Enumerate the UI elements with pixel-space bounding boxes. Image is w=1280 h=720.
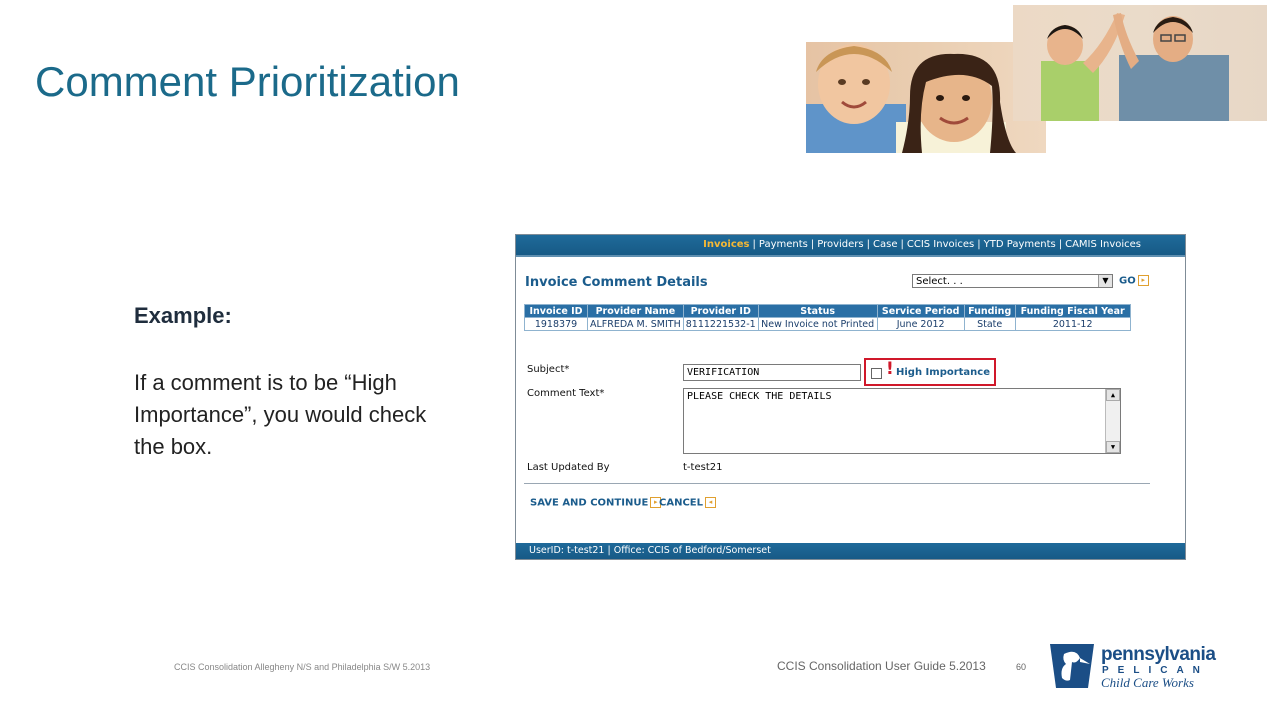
- divider: [524, 483, 1150, 484]
- comment-select[interactable]: [912, 274, 1113, 288]
- header-provider-name: Provider Name: [588, 305, 684, 318]
- cancel-label: CANCEL: [659, 497, 703, 509]
- exclamation-icon: !: [886, 359, 894, 379]
- subject-label: Subject*: [527, 364, 570, 375]
- photo-children-right: [1013, 5, 1267, 121]
- nav-camis-invoices[interactable]: CAMIS Invoices: [1065, 239, 1141, 250]
- scroll-down-icon[interactable]: ▼: [1106, 441, 1120, 453]
- logo-child-care-works: Child Care Works: [1101, 675, 1194, 690]
- go-label: GO: [1119, 275, 1136, 287]
- arrow-left-icon: ◂: [705, 497, 716, 508]
- nav-separator: |: [752, 239, 756, 250]
- header-status: Status: [758, 305, 877, 318]
- subject-input[interactable]: VERIFICATION: [683, 364, 861, 381]
- footer-left-text: CCIS Consolidation Allegheny N/S and Philadelphia S/W 5.2013: [174, 662, 431, 672]
- header-invoice-id: Invoice ID: [525, 305, 588, 318]
- header-provider-id: Provider ID: [683, 305, 758, 318]
- invoice-table: [524, 304, 1131, 331]
- header-funding: Funding: [964, 305, 1015, 318]
- last-updated-label: Last Updated By: [527, 462, 610, 473]
- logo-pelican: PELICAN: [1102, 665, 1209, 676]
- page-title: Invoice Comment Details: [525, 275, 708, 290]
- nav-case[interactable]: Case: [873, 239, 898, 250]
- textarea-scrollbar[interactable]: [1105, 389, 1120, 453]
- cell-funding: State: [964, 318, 1015, 331]
- select-value: Select. . .: [916, 276, 963, 287]
- chevron-down-icon[interactable]: ▼: [1098, 275, 1112, 287]
- last-updated-value: t-test21: [683, 462, 723, 473]
- comment-label: Comment Text*: [527, 388, 605, 399]
- comment-textarea[interactable]: [683, 388, 1121, 454]
- arrow-right-icon: ▸: [650, 497, 661, 508]
- nav-separator: |: [1058, 239, 1063, 250]
- photo-children-left: [806, 42, 1046, 153]
- header-service-period: Service Period: [877, 305, 964, 318]
- high-importance-highlight: [864, 358, 996, 386]
- page-number: 60: [1016, 662, 1027, 672]
- cell-invoice-id: 1918379: [525, 318, 588, 331]
- nav-ccis-invoices[interactable]: CCIS Invoices: [906, 239, 975, 250]
- nav-providers[interactable]: Providers: [817, 239, 864, 250]
- cell-funding-fiscal-year: 2011-12: [1015, 318, 1130, 331]
- high-importance-checkbox[interactable]: [871, 368, 882, 379]
- table-row: [525, 318, 1131, 331]
- high-importance-label[interactable]: High Importance: [896, 367, 991, 378]
- nav-separator: |: [977, 239, 981, 250]
- slide-title: Comment Prioritization: [35, 58, 460, 105]
- pennsylvania-pelican-logo: [1046, 640, 1222, 692]
- cancel-button[interactable]: [659, 497, 716, 509]
- scroll-up-icon[interactable]: ▲: [1106, 389, 1120, 401]
- arrow-right-icon: ▸: [1138, 275, 1149, 286]
- logo-pennsylvania: pennsylvania: [1101, 644, 1216, 665]
- app-footer-bar: [516, 543, 1185, 559]
- user-office-info: UserID: t-test21 | Office: CCIS of Bedford/Somerset: [529, 545, 771, 556]
- keystone-pelican-icon: [1046, 640, 1098, 692]
- example-heading: Example:: [134, 303, 232, 328]
- nav-separator: |: [810, 239, 815, 250]
- app-nav-bar: [516, 235, 1185, 257]
- save-and-continue-button[interactable]: [530, 497, 661, 509]
- cell-status: New Invoice not Printed: [758, 318, 877, 331]
- nav-separator: |: [900, 239, 904, 250]
- table-header-row: [525, 305, 1131, 318]
- save-label: SAVE AND CONTINUE: [530, 497, 649, 509]
- nav-invoices[interactable]: Invoices: [703, 239, 750, 250]
- comment-text: PLEASE CHECK THE DETAILS: [687, 391, 832, 402]
- go-button[interactable]: [1119, 275, 1149, 287]
- cell-provider-id: 8111221532-1: [683, 318, 758, 331]
- nav-separator: |: [866, 239, 870, 250]
- nav-ytd-payments[interactable]: YTD Payments: [983, 239, 1056, 250]
- header-funding-fiscal-year: Funding Fiscal Year: [1015, 305, 1130, 318]
- nav-payments[interactable]: Payments: [758, 239, 808, 250]
- cell-provider-name: ALFREDA M. SMITH: [588, 318, 684, 331]
- nav-menu: [703, 239, 1141, 250]
- footer-center-text: CCIS Consolidation User Guide 5.2013: [777, 659, 986, 673]
- app-screenshot: [515, 234, 1186, 560]
- cell-service-period: June 2012: [877, 318, 964, 331]
- example-body: If a comment is to be “High Importance”, you would check the box.: [134, 370, 427, 459]
